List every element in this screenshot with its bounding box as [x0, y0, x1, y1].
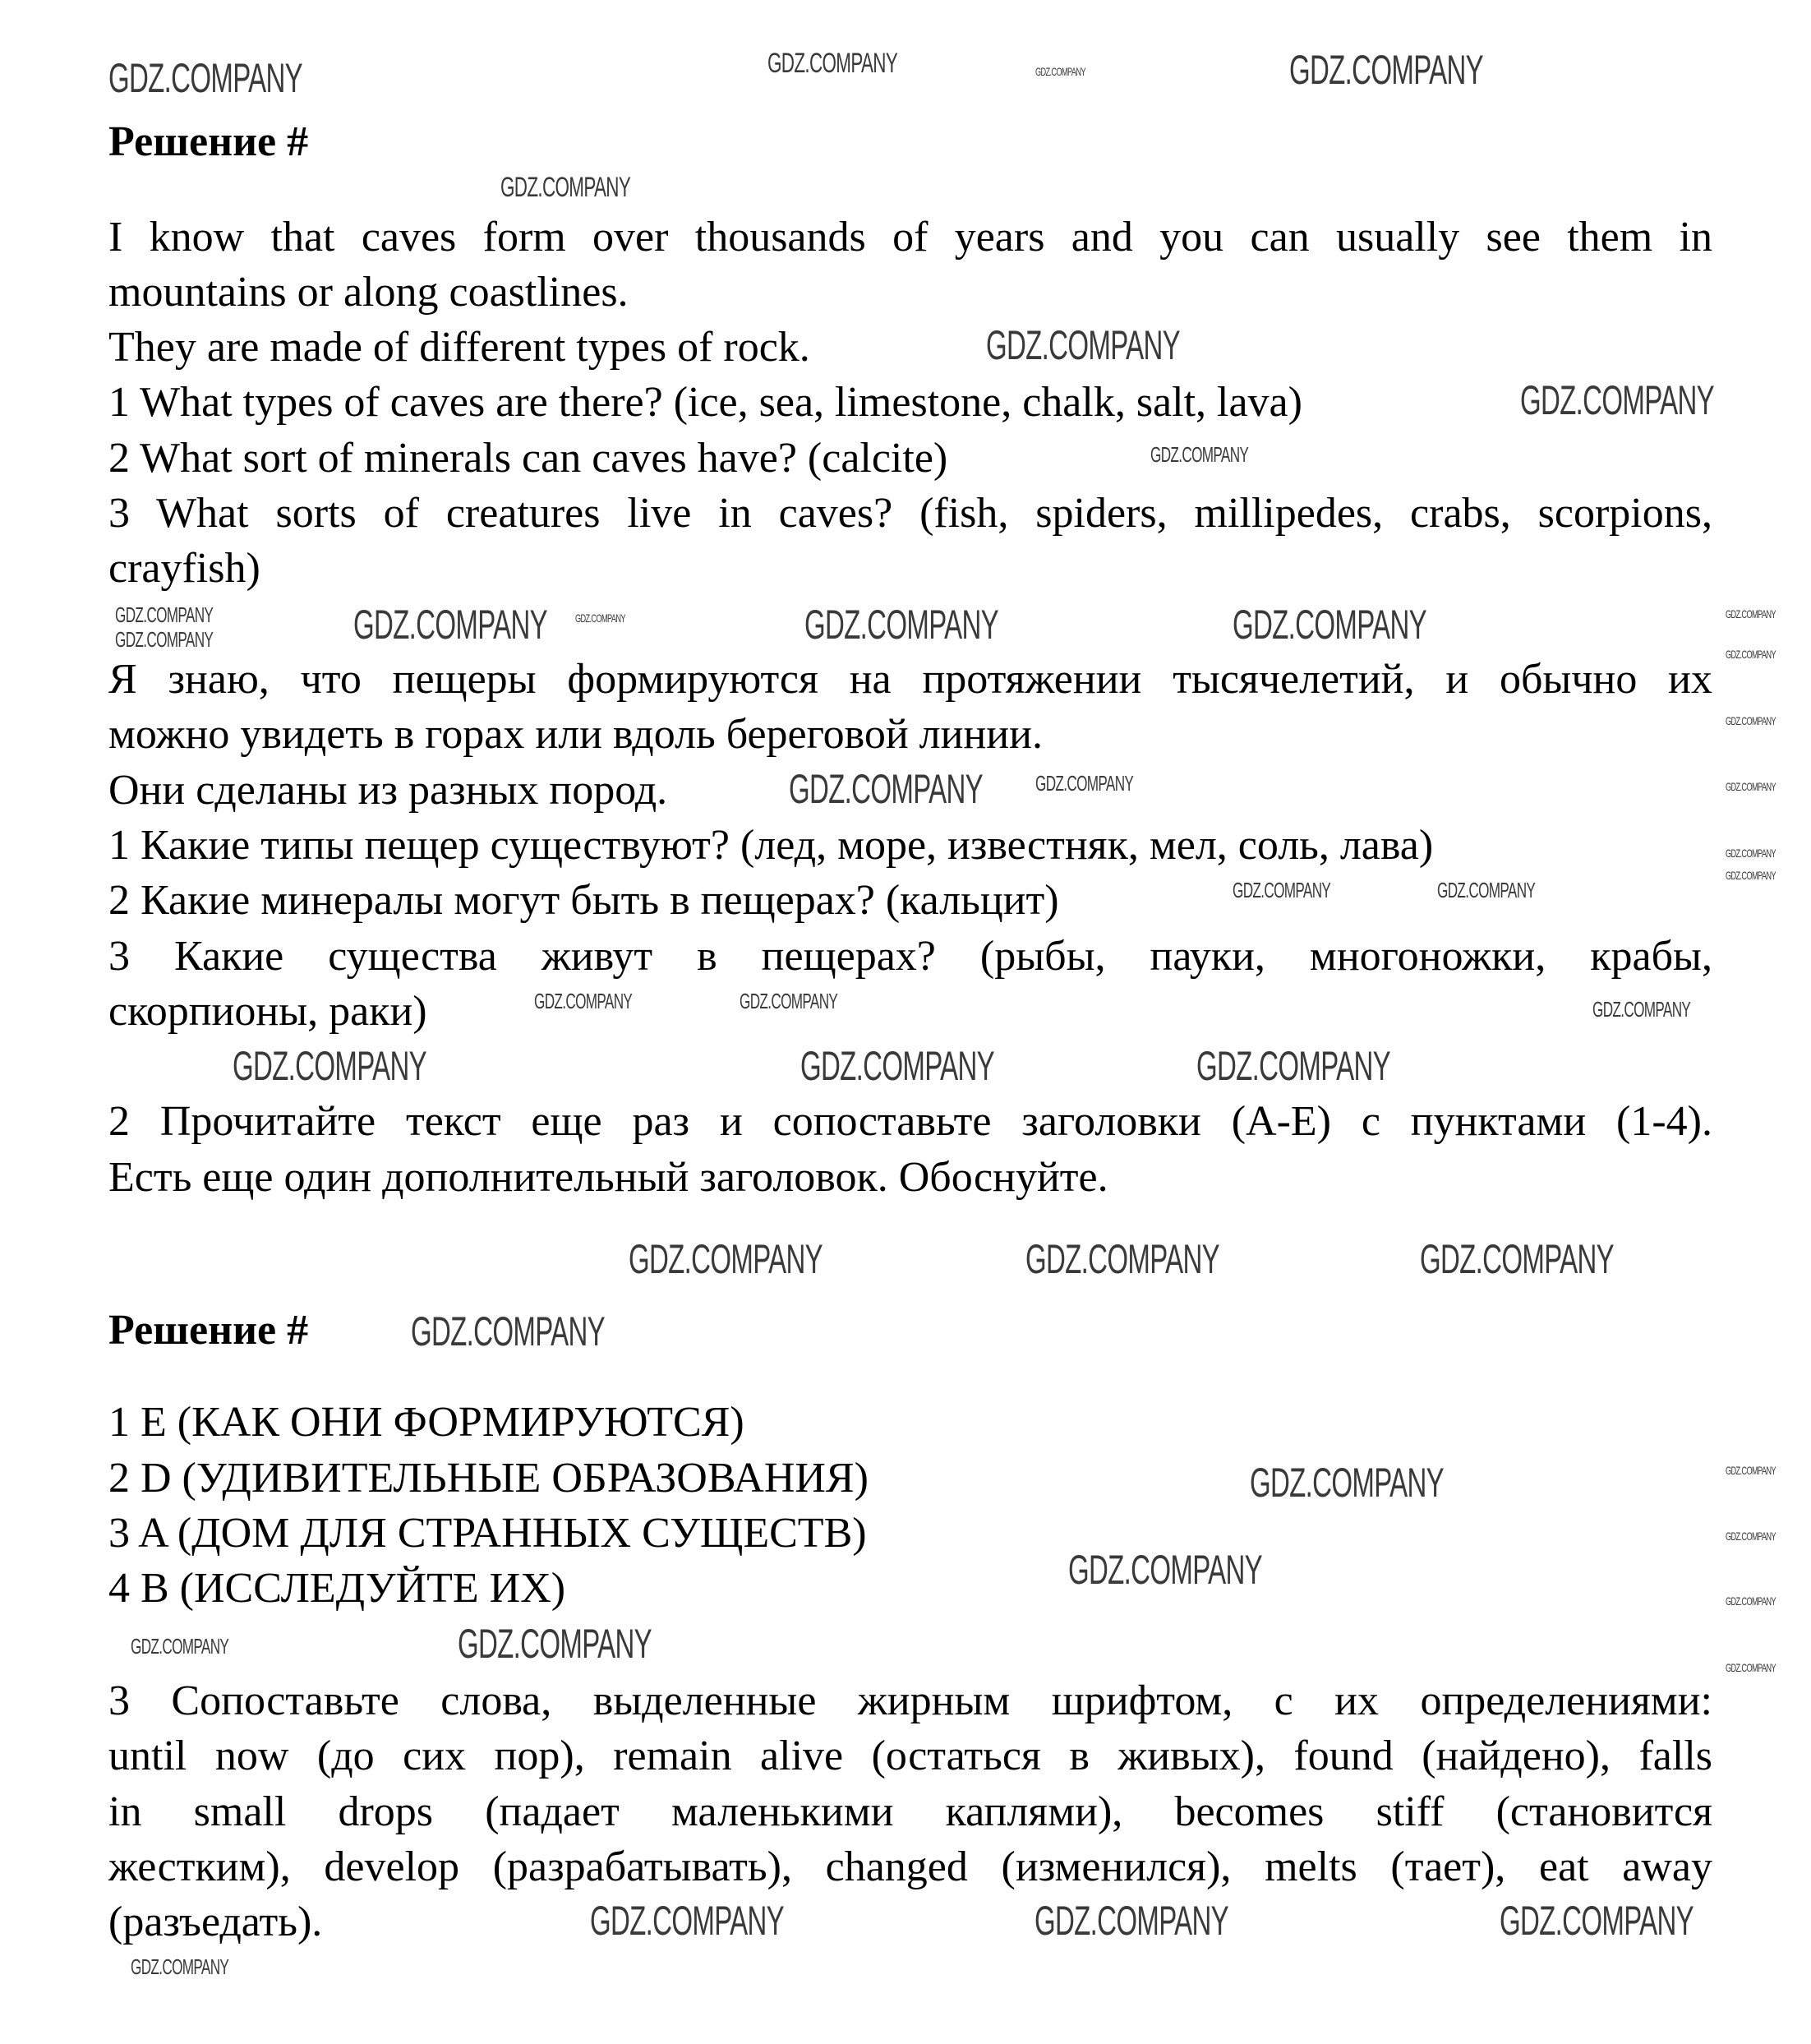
watermark: GDZ.COMPANY	[1035, 771, 1134, 796]
watermark: GDZ.COMPANY	[629, 1236, 823, 1282]
text-line: mountains or along coastlines.	[108, 269, 629, 316]
text-line: crayfish)	[108, 545, 260, 592]
watermark: GDZ.COMPANY	[1150, 442, 1249, 467]
watermark: GDZ.COMPANY	[1726, 869, 1776, 882]
text-line: 1 Какие типы пещер существуют? (лед, море, известняк, мел, соль, лава)	[108, 822, 1434, 869]
text-line: 2 Прочитайте текст еще раз и сопоставьте заголовки (A-E) с пунктами (1-4).	[108, 1098, 1712, 1145]
watermark: GDZ.COMPANY	[115, 602, 214, 627]
watermark: GDZ.COMPANY	[590, 1898, 784, 1944]
watermark: GDZ.COMPANY	[804, 602, 998, 648]
watermark: GDZ.COMPANY	[233, 1043, 426, 1089]
watermark: GDZ.COMPANY	[1726, 648, 1776, 661]
watermark: GDZ.COMPANY	[458, 1621, 652, 1667]
watermark: GDZ.COMPANY	[1726, 1530, 1776, 1543]
text-line: 2 Какие минералы могут быть в пещерах? (кальцит)	[108, 877, 1059, 924]
text-line: 3 Сопоставьте слова, выделенные жирным шрифтом, с их определениями:	[108, 1677, 1712, 1724]
solution-heading: Решение #	[108, 1307, 309, 1354]
watermark: GDZ.COMPANY	[1726, 847, 1776, 860]
watermark: GDZ.COMPANY	[1068, 1547, 1262, 1593]
watermark: GDZ.COMPANY	[800, 1043, 994, 1089]
watermark: GDZ.COMPANY	[1035, 65, 1085, 78]
watermark: GDZ.COMPANY	[131, 1634, 229, 1659]
watermark: GDZ.COMPANY	[411, 1308, 605, 1354]
solution-heading: Решение #	[108, 118, 309, 165]
answer-line: 1 E (КАК ОНИ ФОРМИРУЮТСЯ)	[108, 1399, 744, 1446]
watermark: GDZ.COMPANY	[500, 172, 631, 203]
text-line: Я знаю, что пещеры формируются на протяжении тысячелетий, и обычно их	[108, 656, 1712, 703]
text-line: in small drops (падает маленькими каплями), becomes stiff (становится	[108, 1788, 1712, 1835]
text-line: until now (до сих пор), remain alive (остаться в живых), found (найдено), falls	[108, 1733, 1712, 1779]
watermark: GDZ.COMPANY	[1726, 780, 1776, 793]
text-line: Они сделаны из разных пород.	[108, 767, 668, 814]
text-line: скорпионы, раки)	[108, 988, 427, 1035]
watermark: GDZ.COMPANY	[1233, 602, 1426, 648]
text-line: жестким), develop (разрабатывать), changed (изменился), melts (тает), eat away	[108, 1843, 1712, 1890]
watermark: GDZ.COMPANY	[1726, 1661, 1776, 1674]
text-line: 3 Какие существа живут в пещерах? (рыбы, пауки, многоножки, крабы,	[108, 933, 1712, 980]
text-line: 3 What sorts of creatures live in caves? (fish, spiders, millipedes, crabs, scorpions,	[108, 490, 1712, 537]
answer-line: 2 D (УДИВИТЕЛЬНЫЕ ОБРАЗОВАНИЯ)	[108, 1455, 869, 1502]
watermark: GDZ.COMPANY	[1233, 878, 1331, 902]
watermark: GDZ.COMPANY	[1520, 377, 1714, 423]
watermark: GDZ.COMPANY	[1025, 1236, 1219, 1282]
watermark: GDZ.COMPANY	[1592, 997, 1691, 1022]
text-line: They are made of different types of rock.	[108, 324, 810, 371]
watermark: GDZ.COMPANY	[1500, 1898, 1693, 1944]
watermark: GDZ.COMPANY	[108, 55, 302, 101]
text-line: можно увидеть в горах или вдоль береговой линии.	[108, 711, 1043, 758]
watermark: GDZ.COMPANY	[534, 989, 633, 1013]
watermark: GDZ.COMPANY	[1726, 1594, 1776, 1608]
watermark: GDZ.COMPANY	[353, 602, 547, 648]
watermark: GDZ.COMPANY	[1420, 1236, 1614, 1282]
watermark: GDZ.COMPANY	[1726, 607, 1776, 621]
watermark: GDZ.COMPANY	[1250, 1460, 1444, 1506]
watermark: GDZ.COMPANY	[1726, 714, 1776, 727]
answer-line: 3 A (ДОМ ДЛЯ СТРАННЫХ СУЩЕСТВ)	[108, 1510, 867, 1557]
watermark: GDZ.COMPANY	[986, 322, 1180, 368]
watermark: GDZ.COMPANY	[1289, 47, 1483, 93]
watermark: GDZ.COMPANY	[789, 766, 983, 812]
watermark: GDZ.COMPANY	[740, 989, 838, 1013]
text-line: 2 What sort of minerals can caves have? (calcite)	[108, 435, 948, 482]
watermark: GDZ.COMPANY	[767, 48, 898, 79]
watermark: GDZ.COMPANY	[1726, 1464, 1776, 1477]
text-line: (разъедать).	[108, 1899, 323, 1945]
text-line: 1 What types of caves are there? (ice, sea, limestone, chalk, salt, lava)	[108, 379, 1302, 426]
watermark: GDZ.COMPANY	[575, 611, 625, 625]
watermark: GDZ.COMPANY	[131, 1954, 229, 1979]
text-line: Есть еще один дополнительный заголовок. Обоснуйте.	[108, 1154, 1108, 1201]
watermark: GDZ.COMPANY	[1196, 1043, 1390, 1089]
watermark: GDZ.COMPANY	[1437, 878, 1536, 902]
watermark: GDZ.COMPANY	[115, 627, 214, 652]
answer-line: 4 B (ИССЛЕДУЙТЕ ИХ)	[108, 1565, 566, 1612]
watermark: GDZ.COMPANY	[1035, 1898, 1228, 1944]
text-line: I know that caves form over thousands of years and you can usually see them in	[108, 214, 1712, 261]
